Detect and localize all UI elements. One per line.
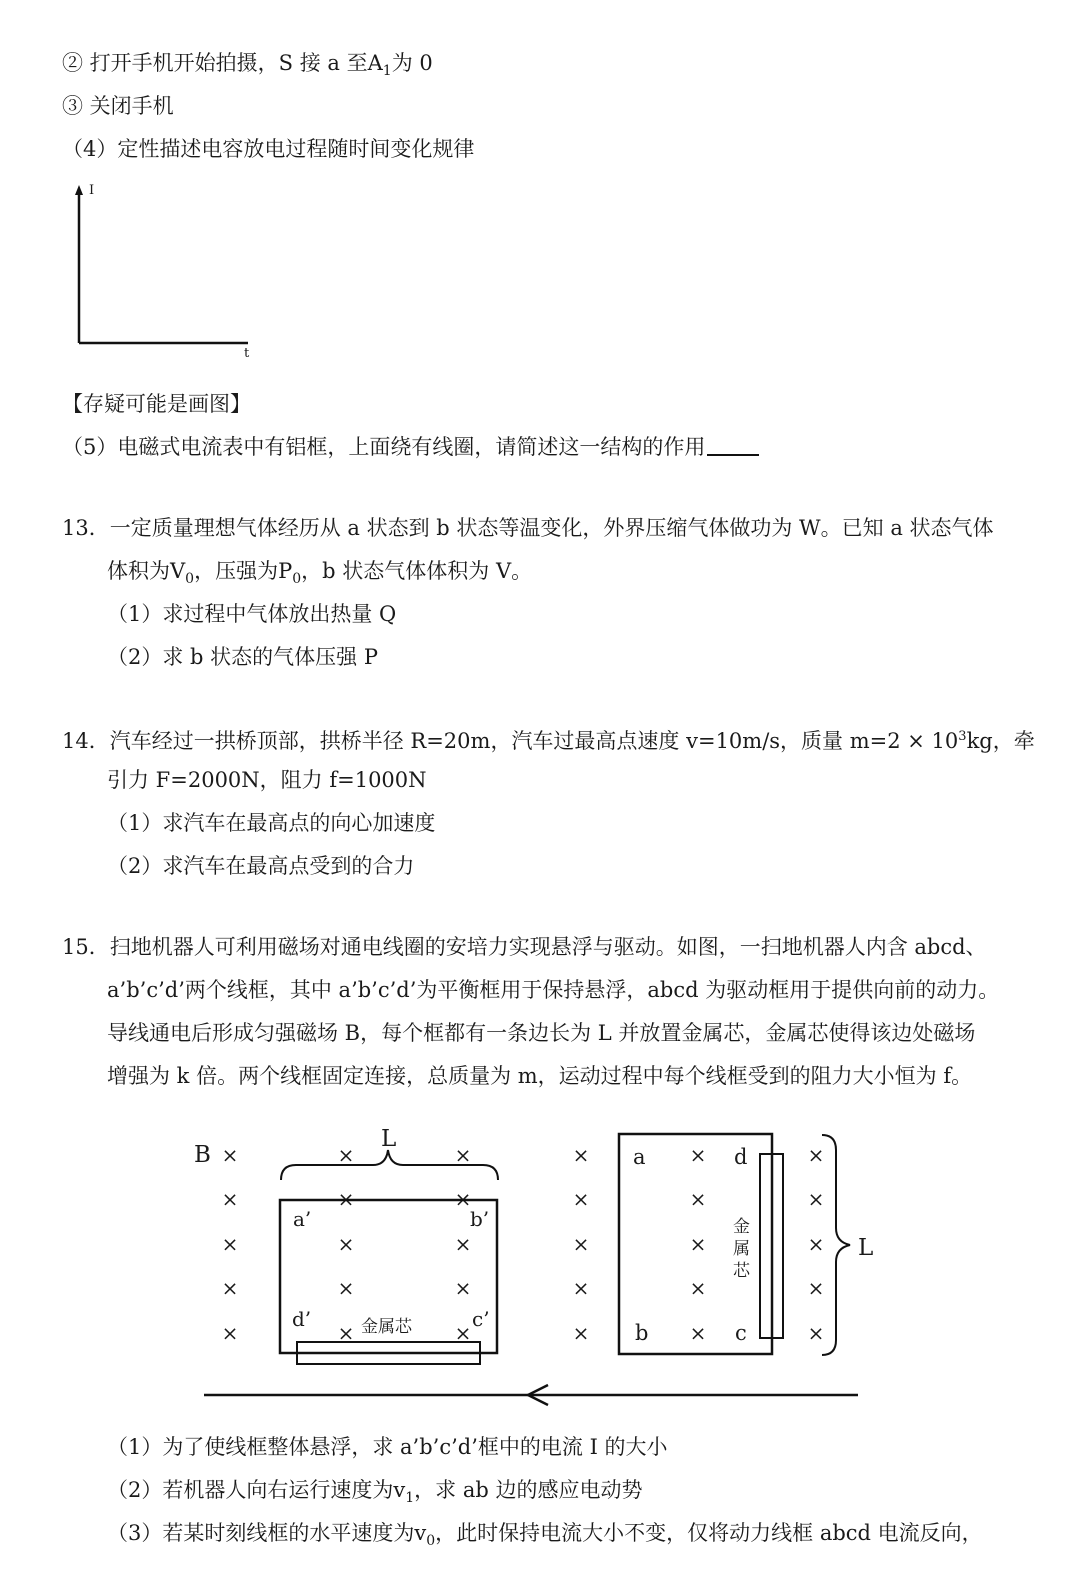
- field-x-mark: ×: [807, 1276, 825, 1300]
- q15-stem-line-2: a’b’c’d’两个线框，其中 a’b’c’d’为平衡框用于保持悬浮，abcd 为驱动框用于提供向前的动力。: [107, 978, 1000, 1002]
- field-x-mark: ×: [337, 1232, 355, 1256]
- y-axis-label: I: [89, 183, 95, 198]
- field-x-mark: ×: [807, 1232, 825, 1256]
- field-x-mark: ×: [689, 1143, 707, 1167]
- drive-core-char-2: 属: [733, 1239, 750, 1259]
- field-x-mark: ×: [689, 1187, 707, 1211]
- q15-part-3: （3）若某时刻线框的水平速度为$v_0$，此时保持电流大小不变，仅将动力线框 abcd 电流反向，: [107, 1521, 983, 1550]
- field-x-mark: ×: [221, 1276, 239, 1300]
- field-x-mark: ×: [337, 1187, 355, 1211]
- field-x-mark: ×: [807, 1321, 825, 1345]
- q13-part-1: （1）求过程中气体放出热量 Q: [107, 602, 397, 626]
- note: 【存疑可能是画图】: [62, 392, 251, 416]
- field-x-mark: ×: [454, 1187, 472, 1211]
- field-x-mark: ×: [689, 1276, 707, 1300]
- field-x-mark: ×: [572, 1232, 590, 1256]
- frame-label-a-prime: a’: [293, 1207, 312, 1231]
- field-x-mark: ×: [454, 1232, 472, 1256]
- q14-part-1: （1）求汽车在最高点的向心加速度: [107, 811, 436, 835]
- field-x-mark: ×: [337, 1276, 355, 1300]
- right-length-label: L: [858, 1235, 874, 1261]
- q15-stem-line-3: 导线通电后形成匀强磁场 B，每个框都有一条边长为 L 并放置金属芯，金属芯使得该边处磁场: [107, 1021, 976, 1045]
- frame-label-d: d: [734, 1145, 748, 1169]
- q15-stem-line-1: 15．扫地机器人可利用磁场对通电线圈的安培力实现悬浮与驱动。如图，一扫地机器人内含 abcd、: [62, 935, 987, 959]
- field-x-mark: ×: [807, 1187, 825, 1211]
- field-x-mark: ×: [807, 1143, 825, 1167]
- field-x-mark: ×: [572, 1321, 590, 1345]
- q13-part-2: （2）求 b 状态的气体压强 P: [107, 645, 378, 669]
- q13-stem-line-2: 体积为$V_0$，压强为$P_0$，b 状态气体体积为 V。: [107, 559, 533, 588]
- field-x-mark: ×: [221, 1232, 239, 1256]
- frame-label-b-prime: b’: [470, 1207, 490, 1231]
- field-x-mark: ×: [689, 1232, 707, 1256]
- q14-stem-line-2: 引力 F=2000N，阻力 f=1000N: [107, 768, 427, 792]
- q13-stem-line-1: 13．一定质量理想气体经历从 a 状态到 b 状态等温变化，外界压缩气体做功为 W。已知 a 状态气体: [62, 516, 994, 540]
- field-x-mark: ×: [454, 1321, 472, 1345]
- frame-label-c: c: [735, 1321, 747, 1345]
- field-x-mark: ×: [689, 1321, 707, 1345]
- q15-stem-line-4: 增强为 k 倍。两个线框固定连接，总质量为 m，运动过程中每个线框受到的阻力大小恒为 f。: [107, 1064, 973, 1088]
- field-x-mark: ×: [221, 1321, 239, 1345]
- q14-part-2: （2）求汽车在最高点受到的合力: [107, 854, 415, 878]
- field-x-mark: ×: [572, 1187, 590, 1211]
- field-x-mark: ×: [572, 1276, 590, 1300]
- field-x-mark: ×: [221, 1187, 239, 1211]
- frame-label-d-prime: d’: [292, 1307, 312, 1331]
- top-length-label: L: [381, 1126, 397, 1152]
- field-x-mark: ×: [454, 1143, 472, 1167]
- drive-core-char-1: 金: [733, 1217, 750, 1237]
- frame-label-b: b: [635, 1321, 649, 1345]
- field-x-mark: ×: [337, 1321, 355, 1345]
- part-4-question: （4）定性描述电容放电过程随时间变化规律: [62, 137, 475, 161]
- field-x-mark: ×: [572, 1143, 590, 1167]
- frame-label-c-prime: c’: [472, 1307, 490, 1331]
- step-2: ② 打开手机开始拍摄，S 接 a 至$A_1$为 0: [62, 51, 433, 80]
- q14-stem-line-1: 14．汽车经过一拱桥顶部，拱桥半径 R=20m，汽车过最高点速度 v=10m/s，质量 $m=2 \times 10^3kg$，牵: [62, 729, 1035, 753]
- step-3: ③ 关闭手机: [62, 94, 174, 118]
- frame-label-a: a: [633, 1145, 646, 1169]
- part-5-question: （5）电磁式电流表中有铝框，上面绕有线圈，请简述这一结构的作用: [62, 433, 759, 461]
- right-brace: [822, 1135, 850, 1355]
- balance-core-label: 金属芯: [361, 1317, 412, 1337]
- field-x-mark: ×: [337, 1143, 355, 1167]
- x-axis-label: t: [244, 346, 250, 361]
- field-x-mark: ×: [454, 1276, 472, 1300]
- q15-part-1: （1）为了使线框整体悬浮，求 a’b’c’d’框中的电流 I 的大小: [107, 1435, 668, 1459]
- field-label: B: [194, 1142, 211, 1168]
- q15-part-2: （2）若机器人向右运行速度为$v_1$，求 ab 边的感应电动势: [107, 1478, 643, 1507]
- drive-core-char-3: 芯: [733, 1261, 750, 1281]
- field-x-mark: ×: [221, 1143, 239, 1167]
